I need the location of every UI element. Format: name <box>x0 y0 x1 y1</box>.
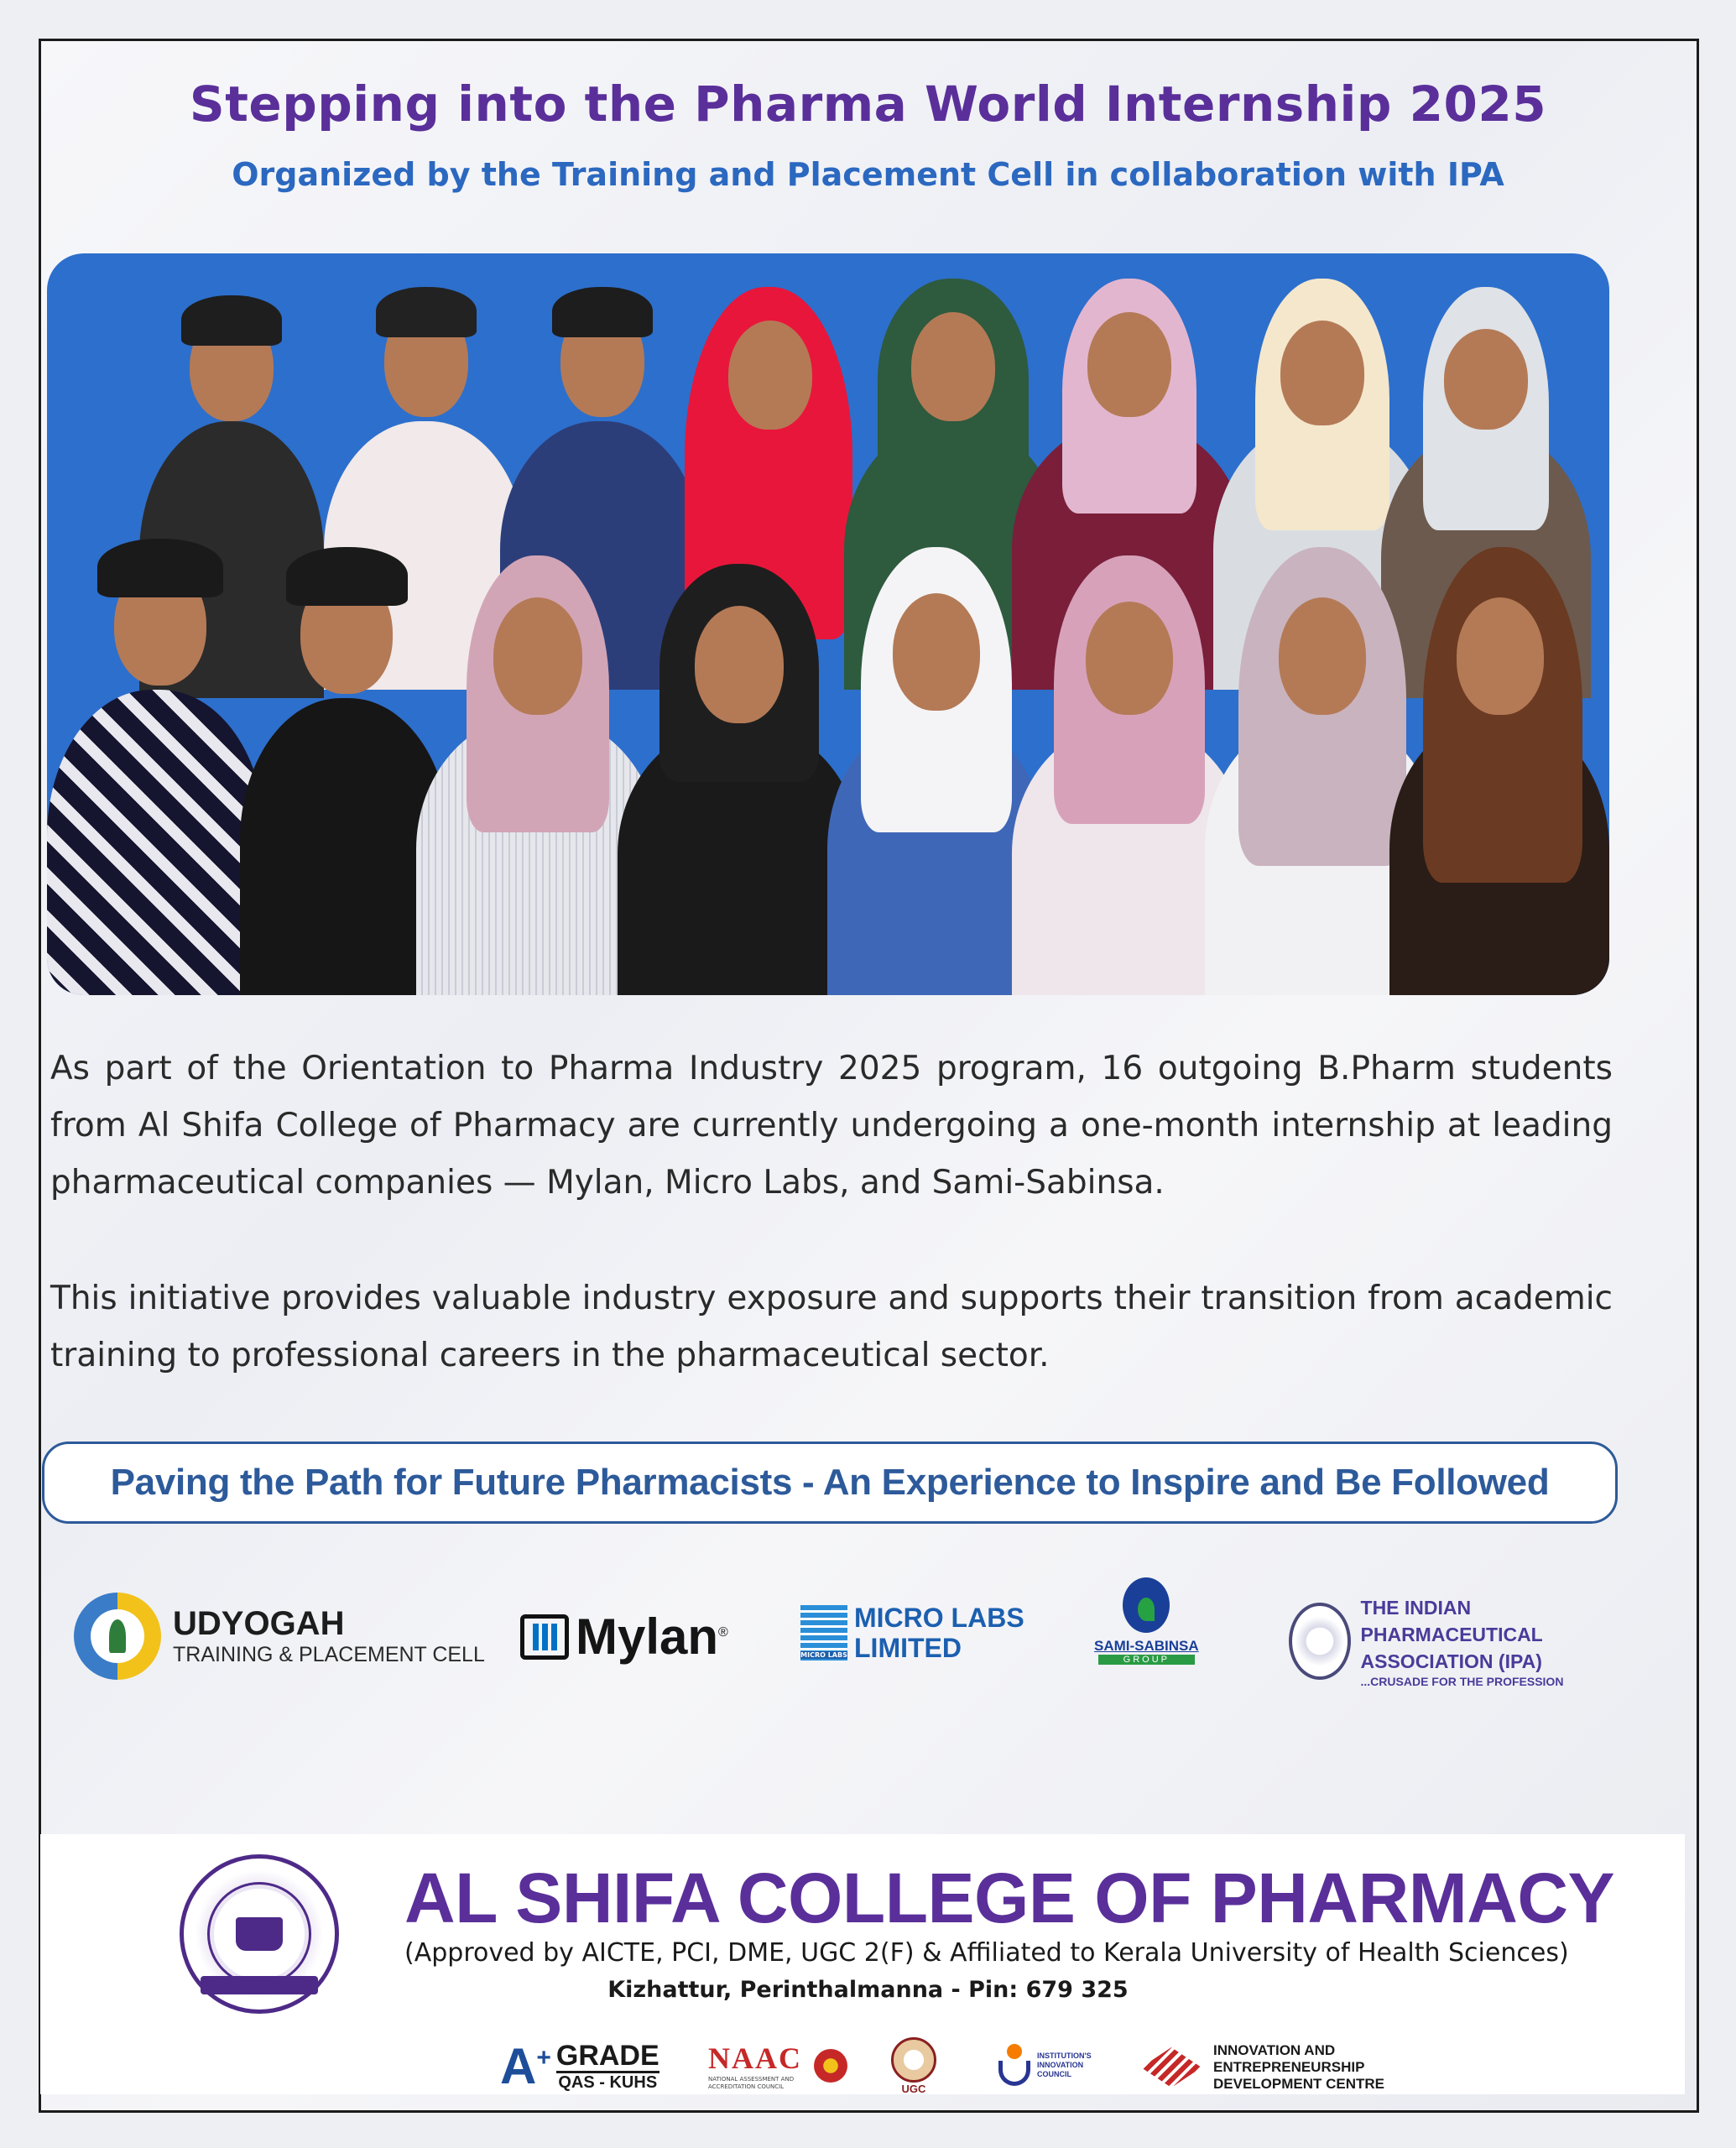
grade-label: GRADE <box>555 2039 659 2072</box>
iic-label: INSTITUTION'S INNOVATION COUNCIL <box>1037 2051 1092 2078</box>
mylan-name: Mylan <box>576 1608 719 1665</box>
udyogah-sub: TRAINING & PLACEMENT CELL <box>173 1643 485 1666</box>
udyogah-name: UDYOGAH <box>173 1605 345 1642</box>
udyogah-tree-icon <box>74 1593 161 1680</box>
iic-logo <box>995 2042 1104 2088</box>
grade-mark: A <box>500 2038 537 2094</box>
microlabs-line2: LIMITED <box>854 1633 962 1663</box>
naac-logo <box>708 2041 847 2091</box>
student-photo <box>47 522 265 995</box>
microlabs-logo <box>800 1603 1024 1663</box>
microlabs-wave-icon <box>800 1605 847 1661</box>
sami-name: SAMI-SABINSA <box>1094 1638 1199 1654</box>
sami-leaf-icon <box>1123 1577 1170 1633</box>
iedc-line3: DEVELOPMENT CENTRE <box>1213 2076 1385 2092</box>
sami-group: GROUP <box>1098 1655 1195 1665</box>
iedc-line2: ENTREPRENEURSHIP <box>1213 2059 1365 2075</box>
ipa-line2: ASSOCIATION (IPA) <box>1360 1650 1542 1672</box>
description-paragraph-2: This initiative provides valuable industry exposure and supports their transition from academic training to professional careers in the pharmaceutical sector. <box>50 1280 1613 1374</box>
iedc-diamond-icon <box>1141 2047 1202 2088</box>
iedc-line1: INNOVATION AND <box>1213 2042 1336 2058</box>
naac-emblem-icon <box>814 2049 847 2083</box>
microlabs-line1: MICRO LABS <box>854 1603 1024 1633</box>
registered-mark: ® <box>718 1625 728 1640</box>
ipa-seal-icon <box>1289 1603 1351 1680</box>
ipa-tagline: ...CRUSADE FOR THE PROFESSION <box>1360 1675 1564 1688</box>
ipa-line1: THE INDIAN PHARMACEUTICAL <box>1360 1597 1543 1645</box>
sami-sabinsa-logo <box>1094 1577 1199 1665</box>
ipa-logo <box>1289 1594 1624 1688</box>
ugc-logo <box>891 2037 936 2095</box>
college-name: AL SHIFA COLLEGE OF PHARMACY <box>404 1859 1615 1937</box>
poster-subtitle: Organized by the Training and Placement Cell in collaboration with IPA <box>232 156 1504 193</box>
grade-sub: QAS - KUHS <box>558 2072 658 2092</box>
group-photo <box>47 253 1609 995</box>
partner-logos <box>30 1577 1624 1695</box>
naac-sub: NATIONAL ASSESSMENT AND ACCREDITATION COUNCIL <box>708 2076 795 2090</box>
poster-title: Stepping into the Pharma World Internship 2025 <box>189 76 1547 133</box>
grade-badge <box>500 2037 659 2095</box>
college-address: Kizhattur, Perinthalmanna - Pin: 679 325 <box>607 1977 1129 2003</box>
ugc-emblem-icon <box>891 2037 936 2083</box>
grade-plus: + <box>536 2044 551 2072</box>
naac-name: NAAC <box>708 2041 802 2075</box>
student-photo <box>618 555 861 995</box>
microlabs-box-label: MICRO LABS <box>800 1651 847 1659</box>
college-approval: (Approved by AICTE, PCI, DME, UGC 2(F) & Affiliated to Kerala University of Health Sciences) <box>404 1938 1569 1968</box>
accreditation-logos <box>495 2037 1418 2101</box>
mylan-bars-icon <box>520 1614 569 1660</box>
student-photo <box>1389 547 1609 995</box>
udyogah-logo <box>74 1593 485 1680</box>
mylan-logo <box>520 1608 728 1666</box>
iedc-logo <box>1141 2042 1384 2093</box>
ugc-label: UGC <box>901 2083 926 2095</box>
tagline-banner: Paving the Path for Future Pharmacists - An Experience to Inspire and Be Followed <box>42 1442 1618 1524</box>
iic-person-icon <box>995 2042 1034 2088</box>
description-paragraph-1: As part of the Orientation to Pharma Industry 2025 program, 16 outgoing B.Pharm students from Al Shifa College of Pharmacy are currently undergoing a one-month internship at leading pharmaceutical companies — Mylan, Micro Labs, and Sami-Sabinsa. <box>50 1050 1613 1202</box>
